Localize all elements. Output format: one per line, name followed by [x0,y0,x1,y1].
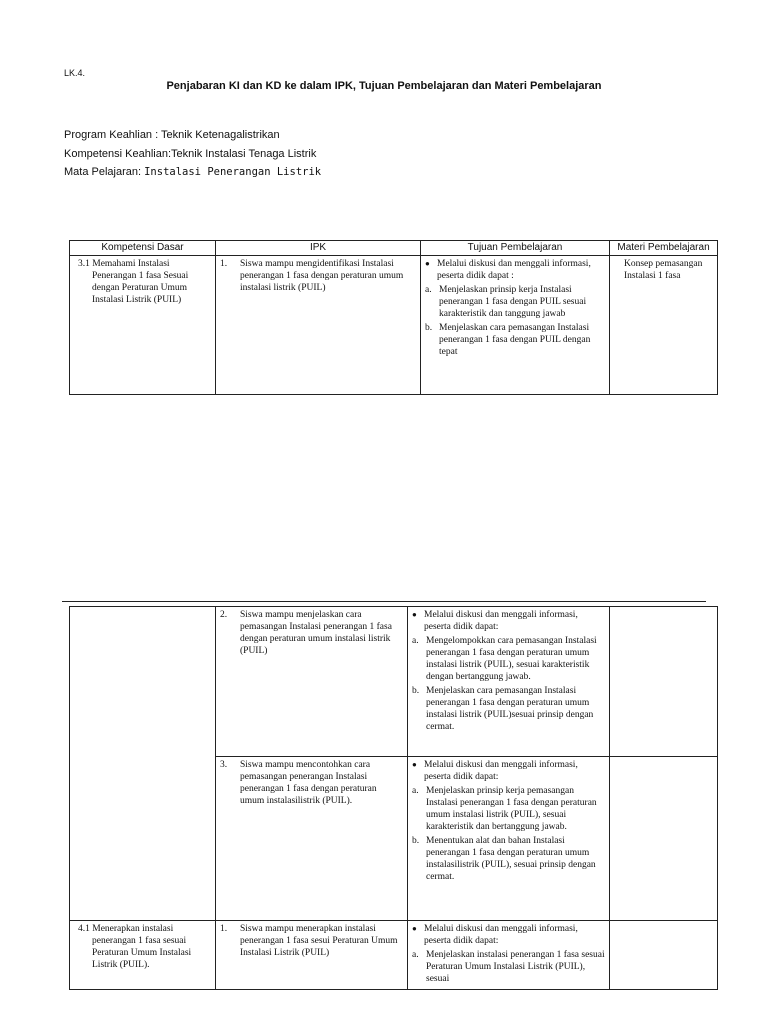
tujuan-cell [408,921,610,990]
item-label: b. [412,686,420,696]
table-row [70,921,718,990]
ipk-cell [216,256,421,395]
ipk-number: 1. [220,259,228,269]
item-label: b. [412,836,420,846]
header-tujuan: Tujuan Pembelajaran [421,241,610,256]
table-row [70,607,718,757]
ipk-cell [216,607,408,757]
materi-cell [610,256,718,395]
tujuan-cell [408,607,610,757]
kompetensi-keahlian: Kompetensi Keahlian:Teknik Instalasi Tenaga Listrik [64,148,317,160]
ipk-cell [216,757,408,921]
tujuan-item: Menjelaskan prinsip kerja Instalasi penerangan 1 fasa dengan PUIL sesuai karakteristik dan tanggung jawab [439,285,587,319]
tujuan-cell [421,256,610,395]
kd-cell [70,256,216,395]
ipk-text: Siswa mampu mengidentifikasi Instalasi penerangan 1 fasa dengan peraturan umum instalasi listrik (PUIL) [240,259,404,293]
materi-cell [610,921,718,990]
tujuan-item: Menentukan alat dan bahan Instalasi penerangan 1 fasa dengan peraturan umum instalasilistrik (PUIL), sesuai prinsip dengan cermat. [426,836,596,882]
bullet-icon: ● [425,259,430,268]
page-title: Penjabaran KI dan KD ke dalam IPK, Tujuan Pembelajaran dan Materi Pembelajaran [166,80,602,92]
table-header-row [70,241,718,256]
ipk-text: Siswa mampu menerapkan instalasi penerangan 1 fasa sesui Peraturan Umum Instalasi Listrik (PUIL) [240,924,398,958]
ipk-number: 3. [220,760,228,770]
tujuan-item: Menjelaskan cara pemasangan Instalasi penerangan 1 fasa dengan PUIL dengan tepat [439,323,591,357]
bullet-icon: ● [412,610,417,619]
header-materi: Materi Pembelajaran [610,241,718,256]
bullet-icon: ● [412,760,417,769]
tujuan-cell [408,757,610,921]
ipk-number: 2. [220,610,228,620]
item-label: a. [412,786,419,796]
competency-table-1 [69,240,718,395]
table-row [70,256,718,395]
kd-cell [70,921,216,990]
kd-text: 3.1 Memahami Instalasi Penerangan 1 fasa Sesuai dengan Peraturan Umum Instalasi Listrik (PUIL) [78,259,189,305]
tujuan-item: Menjelaskan instalasi penerangan 1 fasa sesuai Peraturan Umum Instalasi Listrik (PUIL), sesuai [426,950,605,984]
kd-cell [70,607,216,921]
kd-text: 4.1 Menerapkan instalasi penerangan 1 fasa sesuai Peraturan Umum Instalasi Listrik (PUIL). [78,924,192,970]
tujuan-item: Menjelaskan cara pemasangan Instalasi penerangan 1 fasa dengan peraturan umum instalasi listrik (PUIL)sesuai prinsip dengan cermat. [426,686,594,732]
tujuan-item: Mengelompokkan cara pemasangan Instalasi penerangan 1 fasa dengan peraturan umum instalasi listrik (PUIL), sesuai karakteristik dengan bertanggung jawab. [426,636,597,682]
materi-cell [610,757,718,921]
program-keahlian: Program Keahlian : Teknik Ketenagalistrikan [64,129,280,141]
materi-cell [610,607,718,757]
header-kompetensi-dasar: Kompetensi Dasar [70,241,216,256]
tujuan-item: Menjelaskan prinsip kerja pemasangan Instalasi penerangan 1 fasa dengan peraturan umum instalasi listrik (PUIL), sesuai karakteristik dan bertanggung jawab. [426,786,597,832]
mata-pelajaran-label: Mata Pelajaran: [64,166,145,178]
tujuan-intro: Melalui diskusi dan menggali informasi, peserta didik dapat: [424,924,578,946]
item-label: b. [425,323,433,333]
lk-label: LK.4. [64,68,86,78]
bullet-icon: ● [412,924,417,933]
tujuan-intro: Melalui diskusi dan menggali informasi, peserta didik dapat : [437,259,591,281]
page-divider [62,601,706,602]
item-label: a. [412,636,419,646]
tujuan-intro: Melalui diskusi dan menggali informasi, peserta didik dapat: [424,760,578,782]
mata-pelajaran-value: Instalasi Penerangan Listrik [144,166,322,178]
ipk-number: 1. [220,924,228,934]
ipk-text: Siswa mampu menjelaskan cara pemasangan Instalasi penerangan 1 fasa dengan peraturan umum instalasi listrik (PUIL) [240,610,392,656]
item-label: a. [425,285,432,295]
mata-pelajaran [64,166,321,178]
tujuan-intro: Melalui diskusi dan menggali informasi, peserta didik dapat: [424,610,578,632]
header-ipk: IPK [216,241,421,256]
item-label: a. [412,950,419,960]
competency-table-2 [69,606,718,990]
materi-text: Konsep pemasangan Instalasi 1 fasa [624,259,703,281]
ipk-cell [216,921,408,990]
ipk-text: Siswa mampu mencontohkan cara pemasangan penerangan Instalasi penerangan 1 fasa dengan peraturan umum instalasilistrik (PUIL). [240,760,377,806]
